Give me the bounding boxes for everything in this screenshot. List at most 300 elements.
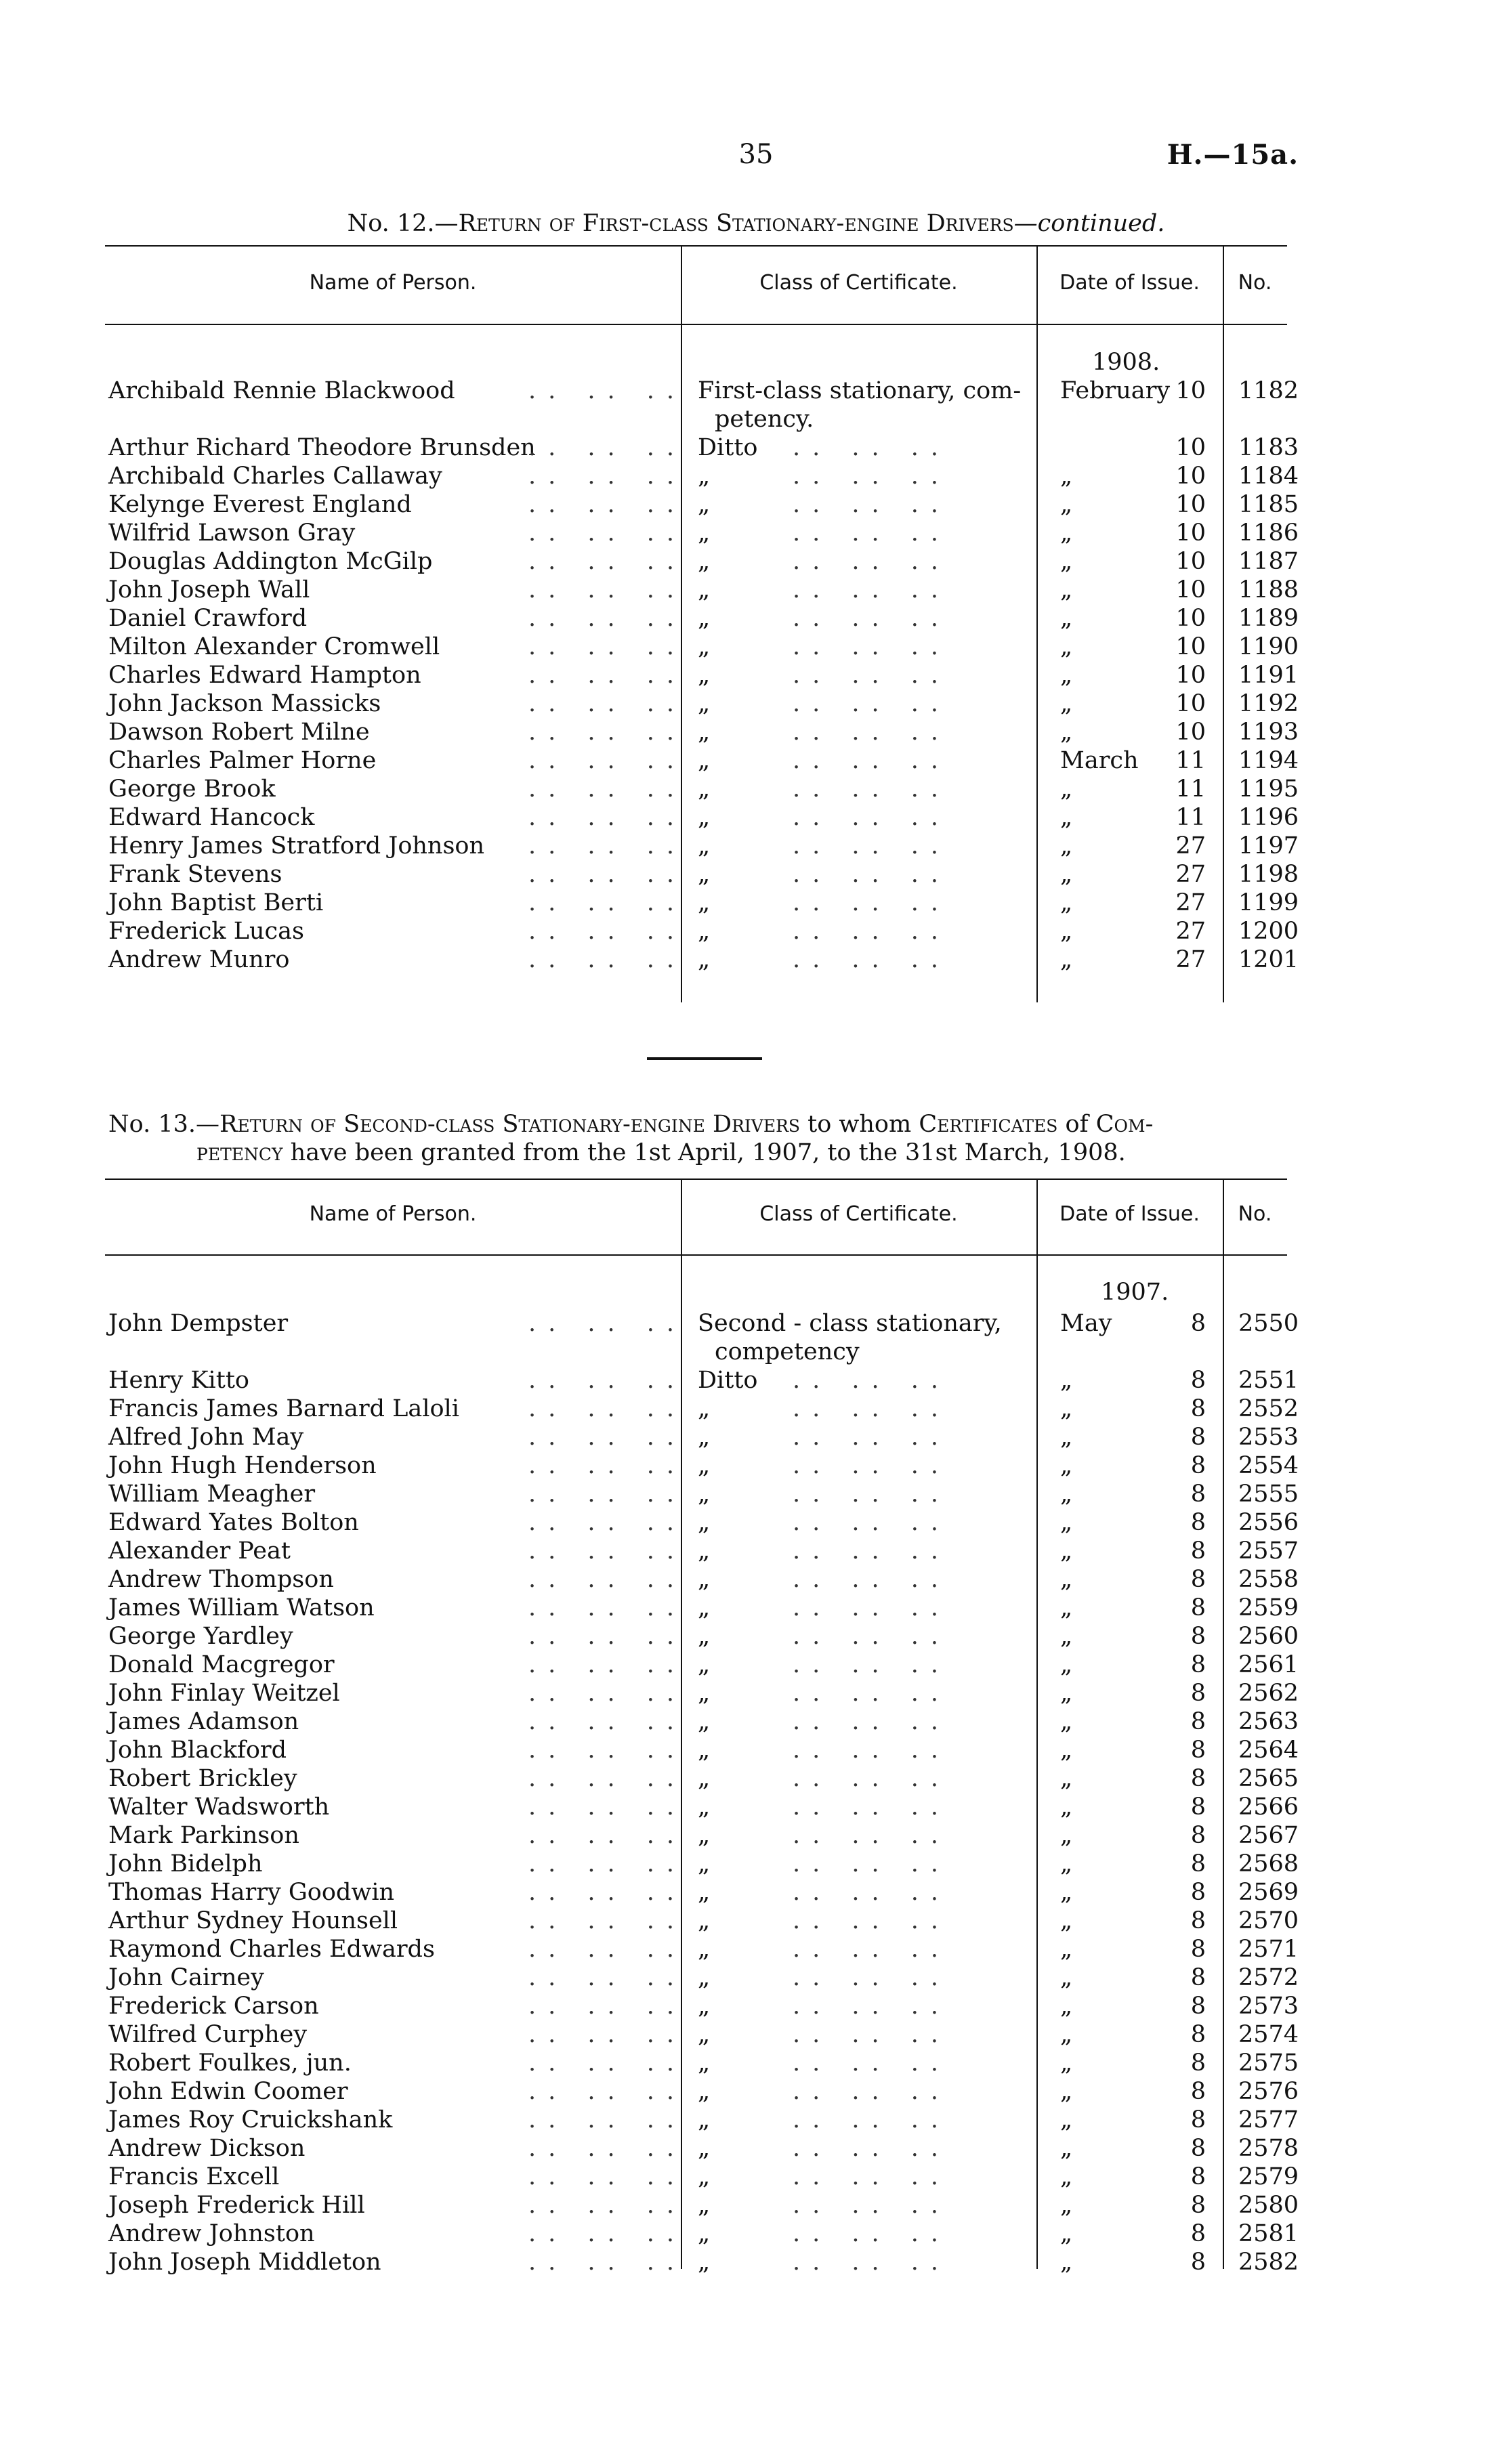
issue-day: 8 — [1190, 1680, 1206, 1707]
issue-day: 27 — [1175, 889, 1206, 916]
certificate-number: 2555 — [1238, 1481, 1299, 1508]
certificate-class: „ — [698, 519, 711, 547]
leader-dots: .. .. .. — [793, 2021, 951, 2048]
leader-dots: .. .. .. — [528, 633, 687, 660]
table-row — [108, 2163, 1299, 2191]
issue-month: „ — [1060, 2106, 1073, 2133]
certificate-class: „ — [698, 1395, 711, 1422]
leader-dots: .. .. .. — [528, 1310, 687, 1337]
leader-dots: .. .. .. — [528, 2249, 687, 2276]
leader-dots: .. .. .. — [528, 1793, 687, 1821]
leader-dots: .. .. .. — [793, 889, 951, 916]
leader-dots: .. .. .. — [528, 2135, 687, 2162]
table13-title-com: Com- — [1095, 1111, 1154, 1138]
person-name: John Dempster — [108, 1310, 289, 1337]
issue-day: 27 — [1175, 918, 1206, 945]
person-name: Andrew Dickson — [108, 2135, 306, 2162]
leader-dots: .. .. .. — [528, 2163, 687, 2190]
leader-dots: .. .. .. — [793, 1765, 951, 1792]
certificate-number: 1199 — [1238, 889, 1299, 916]
table-row — [108, 547, 1299, 576]
table-row — [108, 1764, 1299, 1793]
certificate-class: „ — [698, 2249, 711, 2276]
leader-dots: .. .. .. — [793, 605, 951, 632]
leader-dots: .. .. .. — [793, 2163, 951, 2190]
leader-dots: .. .. .. — [528, 463, 687, 490]
person-name: John Baptist Berti — [108, 889, 324, 916]
leader-dots: .. .. .. — [793, 1651, 951, 1678]
leader-dots: .. .. .. — [528, 1452, 687, 1479]
issue-month: „ — [1060, 1907, 1073, 1934]
leader-dots: .. .. .. — [528, 1993, 687, 2020]
issue-day: 8 — [1190, 1964, 1206, 1991]
table-row — [108, 2219, 1299, 2248]
certificate-number: 2561 — [1238, 1651, 1299, 1678]
person-name: James Roy Cruickshank — [108, 2106, 393, 2133]
person-name: John Cairney — [108, 1964, 264, 1991]
issue-day: 8 — [1190, 1651, 1206, 1678]
certificate-class: „ — [698, 2078, 711, 2105]
person-name: Andrew Johnston — [108, 2220, 315, 2247]
table13-header-class: Class of Certificate. — [759, 1202, 958, 1226]
person-name: William Meagher — [108, 1481, 316, 1508]
issue-month: „ — [1060, 2220, 1073, 2247]
certificate-class: „ — [698, 1623, 711, 1650]
issue-month: „ — [1060, 1993, 1073, 2020]
leader-dots: .. .. .. — [793, 1737, 951, 1764]
table-row — [108, 1821, 1299, 1850]
table-row — [108, 2134, 1299, 2163]
table-row — [108, 832, 1299, 860]
issue-day: 8 — [1190, 1793, 1206, 1821]
leader-dots: .. .. .. — [793, 2049, 951, 2077]
person-name: Edward Yates Bolton — [108, 1509, 359, 1536]
leader-dots: .. .. .. — [528, 776, 687, 803]
table-row — [108, 2077, 1299, 2106]
issue-month: „ — [1060, 918, 1073, 945]
issue-day: 8 — [1190, 1310, 1206, 1337]
leader-dots: .. .. .. — [528, 1481, 687, 1508]
table-row — [108, 889, 1299, 917]
certificate-number: 2557 — [1238, 1537, 1299, 1565]
issue-month: „ — [1060, 1424, 1073, 1451]
leader-dots: .. .. .. — [528, 434, 687, 461]
certificate-number: 1183 — [1238, 434, 1299, 461]
leader-dots: .. .. .. — [793, 2078, 951, 2105]
leader-dots: .. .. .. — [528, 918, 687, 945]
certificate-number: 2571 — [1238, 1936, 1299, 1963]
certificate-number: 1201 — [1238, 946, 1299, 973]
certificate-number: 1188 — [1238, 576, 1299, 603]
table-row — [108, 917, 1299, 946]
certificate-number: 2582 — [1238, 2249, 1299, 2276]
certificate-number: 2572 — [1238, 1964, 1299, 1991]
certificate-class: „ — [698, 946, 711, 973]
issue-month: „ — [1060, 1395, 1073, 1422]
issue-month: „ — [1060, 2192, 1073, 2219]
certificate-number: 1187 — [1238, 548, 1299, 575]
certificate-number: 2580 — [1238, 2192, 1299, 2219]
table12-header-name: Name of Person. — [309, 271, 477, 295]
leader-dots: .. .. .. — [793, 1850, 951, 1877]
issue-month: „ — [1060, 1680, 1073, 1707]
certificate-number: 2569 — [1238, 1879, 1299, 1906]
table-row — [108, 1850, 1299, 1878]
page-reference: H.—15a. — [1167, 139, 1299, 171]
table-row — [108, 1366, 1299, 1395]
leader-dots: .. .. .. — [528, 2192, 687, 2219]
person-name: Archibald Rennie Blackwood — [108, 377, 455, 404]
table12-top-rule — [105, 245, 1287, 247]
certificate-class: „ — [698, 719, 711, 746]
table-row — [108, 1963, 1299, 1992]
certificate-number: 2568 — [1238, 1850, 1299, 1877]
issue-day: 27 — [1175, 861, 1206, 888]
leader-dots: .. .. .. — [793, 576, 951, 603]
issue-day: 8 — [1190, 1395, 1206, 1422]
table-row — [108, 2049, 1299, 2077]
certificate-class: „ — [698, 1850, 711, 1877]
certificate-number: 2567 — [1238, 1822, 1299, 1849]
table-row — [108, 1878, 1299, 1907]
leader-dots: .. .. .. — [793, 1594, 951, 1621]
person-name: John Blackford — [108, 1737, 287, 1764]
table-row — [108, 2248, 1299, 2276]
certificate-class: „ — [698, 804, 711, 831]
table12-header-rule — [105, 324, 1287, 325]
leader-dots: .. .. .. — [793, 719, 951, 746]
table-row — [108, 462, 1299, 490]
issue-day: 8 — [1190, 2021, 1206, 2048]
certificate-number: 2573 — [1238, 1993, 1299, 2020]
person-name: Alexander Peat — [108, 1537, 291, 1565]
leader-dots: .. .. .. — [793, 491, 951, 518]
issue-month: „ — [1060, 1793, 1073, 1821]
leader-dots: .. .. .. — [528, 377, 687, 404]
leader-dots: .. .. .. — [793, 1793, 951, 1821]
issue-day: 11 — [1175, 747, 1206, 774]
leader-dots: .. .. .. — [528, 1537, 687, 1565]
leader-dots: .. .. .. — [793, 1367, 951, 1394]
issue-month: „ — [1060, 832, 1073, 859]
person-name: Thomas Harry Goodwin — [108, 1879, 395, 1906]
table13-second-class-cont: competency — [715, 1338, 860, 1365]
leader-dots: .. .. .. — [528, 1907, 687, 1934]
person-name: James Adamson — [108, 1708, 299, 1735]
issue-month: „ — [1060, 548, 1073, 575]
person-name: John Edwin Coomer — [108, 2078, 348, 2105]
page-number: 35 — [738, 139, 774, 170]
certificate-class: „ — [698, 2049, 711, 2077]
certificate-class: „ — [698, 1537, 711, 1565]
issue-day: 8 — [1190, 2163, 1206, 2190]
certificate-number: 2552 — [1238, 1395, 1299, 1422]
issue-day: 8 — [1190, 1936, 1206, 1963]
person-name: Henry Kitto — [108, 1367, 249, 1394]
leader-dots: .. .. .. — [793, 1936, 951, 1963]
person-name: Joseph Frederick Hill — [108, 2192, 365, 2219]
leader-dots: .. .. .. — [793, 434, 951, 461]
issue-day: 8 — [1190, 1708, 1206, 1735]
certificate-number: 1194 — [1238, 747, 1299, 774]
certificate-number: 1197 — [1238, 832, 1299, 859]
issue-month: „ — [1060, 1765, 1073, 1792]
issue-day: 10 — [1175, 662, 1206, 689]
section-divider — [647, 1057, 762, 1060]
table-row — [108, 1309, 1299, 1338]
certificate-number: 2556 — [1238, 1509, 1299, 1536]
table-row — [108, 519, 1299, 547]
issue-day: 8 — [1190, 1623, 1206, 1650]
leader-dots: .. .. .. — [793, 1424, 951, 1451]
table-row — [108, 2106, 1299, 2134]
leader-dots: .. .. .. — [793, 1822, 951, 1849]
leader-dots: .. .. .. — [793, 1879, 951, 1906]
certificate-class: „ — [698, 1680, 711, 1707]
certificate-class: „ — [698, 889, 711, 916]
leader-dots: .. .. .. — [793, 1907, 951, 1934]
certificate-class: „ — [698, 832, 711, 859]
person-name: Donald Macgregor — [108, 1651, 335, 1678]
leader-dots: .. .. .. — [793, 2135, 951, 2162]
certificate-class: „ — [698, 1737, 711, 1764]
leader-dots: .. .. .. — [528, 605, 687, 632]
table-row — [108, 946, 1299, 974]
table13-title-petency: petency — [196, 1139, 283, 1166]
certificate-class: „ — [698, 690, 711, 717]
table13-header-date: Date of Issue. — [1059, 1202, 1200, 1226]
certificate-class: „ — [698, 747, 711, 774]
person-name: Wilfrid Lawson Gray — [108, 519, 356, 547]
issue-day: 8 — [1190, 1907, 1206, 1934]
certificate-class: „ — [698, 1907, 711, 1934]
certificate-class: „ — [698, 861, 711, 888]
table12-title-prefix: No. 12.— — [347, 210, 459, 237]
issue-day: 8 — [1190, 2106, 1206, 2133]
issue-month: „ — [1060, 1936, 1073, 1963]
certificate-class: „ — [698, 1765, 711, 1792]
certificate-number: 2560 — [1238, 1623, 1299, 1650]
leader-dots: .. .. .. — [528, 861, 687, 888]
person-name: John Joseph Wall — [108, 576, 310, 603]
issue-month: „ — [1060, 633, 1073, 660]
issue-day: 10 — [1175, 548, 1206, 575]
table12-title — [0, 209, 1512, 238]
leader-dots: .. .. .. — [528, 1765, 687, 1792]
leader-dots: .. .. .. — [793, 1964, 951, 1991]
issue-day: 8 — [1190, 1879, 1206, 1906]
issue-day: 10 — [1175, 576, 1206, 603]
issue-day: 8 — [1190, 2049, 1206, 2077]
issue-day: 8 — [1190, 1537, 1206, 1565]
table12-title-main: Return of First-class Stationary-engine Drivers — [458, 210, 1014, 237]
issue-month: „ — [1060, 889, 1073, 916]
leader-dots: .. .. .. — [528, 1737, 687, 1764]
person-name: Mark Parkinson — [108, 1822, 299, 1849]
leader-dots: .. .. .. — [793, 1537, 951, 1565]
leader-dots: .. .. .. — [528, 747, 687, 774]
issue-day: 8 — [1190, 2220, 1206, 2247]
issue-day: 8 — [1190, 1424, 1206, 1451]
leader-dots: .. .. .. — [528, 1623, 687, 1650]
certificate-class: „ — [698, 1566, 711, 1593]
person-name: Daniel Crawford — [108, 605, 308, 632]
issue-day: 11 — [1175, 776, 1206, 803]
table13-top-rule — [105, 1178, 1287, 1180]
person-name: John Finlay Weitzel — [108, 1680, 340, 1707]
issue-month: „ — [1060, 1623, 1073, 1650]
issue-day: 10 — [1175, 491, 1206, 518]
leader-dots: .. .. .. — [528, 1964, 687, 1991]
table-row — [108, 1480, 1299, 1508]
issue-month: „ — [1060, 463, 1073, 490]
table13-title-mid: to whom — [807, 1111, 912, 1138]
issue-month: „ — [1060, 2078, 1073, 2105]
leader-dots: .. .. .. — [528, 1594, 687, 1621]
table-row — [108, 1935, 1299, 1963]
table13-title-main: Return of Second-class Stationary-engine Drivers — [219, 1111, 801, 1138]
leader-dots: .. .. .. — [528, 1822, 687, 1849]
person-name: Charles Palmer Horne — [108, 747, 377, 774]
table-row — [108, 633, 1299, 661]
leader-dots: .. .. .. — [528, 889, 687, 916]
certificate-class: „ — [698, 1424, 711, 1451]
certificate-number: 2563 — [1238, 1708, 1299, 1735]
person-name: Robert Foulkes, jun. — [108, 2049, 352, 2077]
leader-dots: .. .. .. — [528, 804, 687, 831]
person-name: Archibald Charles Callaway — [108, 463, 442, 490]
issue-month: „ — [1060, 1537, 1073, 1565]
person-name: Frank Stevens — [108, 861, 282, 888]
person-name: Charles Edward Hampton — [108, 662, 421, 689]
leader-dots: .. .. .. — [793, 463, 951, 490]
certificate-class: „ — [698, 1708, 711, 1735]
table-row — [108, 661, 1299, 689]
issue-month: „ — [1060, 690, 1073, 717]
certificate-number: 2550 — [1238, 1310, 1299, 1337]
issue-day: 27 — [1175, 832, 1206, 859]
issue-month: „ — [1060, 804, 1073, 831]
leader-dots: .. .. .. — [528, 1395, 687, 1422]
certificate-class: „ — [698, 576, 711, 603]
issue-day: 8 — [1190, 2192, 1206, 2219]
certificate-number: 1186 — [1238, 519, 1299, 547]
table13-title-prefix: No. 13.— — [108, 1111, 219, 1138]
certificate-class: „ — [698, 2106, 711, 2133]
certificate-number: 2559 — [1238, 1594, 1299, 1621]
leader-dots: .. .. .. — [793, 2106, 951, 2133]
issue-month: „ — [1060, 1566, 1073, 1593]
certificate-number: 2574 — [1238, 2021, 1299, 2048]
table-row — [108, 433, 1299, 462]
issue-month: „ — [1060, 1737, 1073, 1764]
certificate-class: „ — [698, 605, 711, 632]
issue-day: 10 — [1175, 605, 1206, 632]
issue-day: 8 — [1190, 1452, 1206, 1479]
certificate-class: „ — [698, 491, 711, 518]
table13-title-line2 — [196, 1138, 1280, 1168]
person-name: Francis James Barnard Laloli — [108, 1395, 459, 1422]
table-row — [108, 604, 1299, 633]
certificate-number: 1190 — [1238, 633, 1299, 660]
certificate-number: 2581 — [1238, 2220, 1299, 2247]
issue-month: „ — [1060, 1822, 1073, 1849]
leader-dots: .. .. .. — [528, 491, 687, 518]
certificate-number: 1184 — [1238, 463, 1299, 490]
issue-month: „ — [1060, 662, 1073, 689]
table-row — [108, 490, 1299, 519]
leader-dots: .. .. .. — [528, 1936, 687, 1963]
person-name: John Hugh Henderson — [108, 1452, 377, 1479]
issue-day: 8 — [1190, 1850, 1206, 1877]
issue-day: 8 — [1190, 1367, 1206, 1394]
table12-first-class-label: First-class stationary, com- — [698, 377, 1022, 404]
person-name: Frederick Carson — [108, 1993, 319, 2020]
person-name: Frederick Lucas — [108, 918, 304, 945]
table13-title-rest: have been granted from the 1st April, 1907, to the 31st March, 1908. — [290, 1139, 1126, 1166]
table-row — [108, 1907, 1299, 1935]
person-name: James William Watson — [108, 1594, 375, 1621]
person-name: Francis Excell — [108, 2163, 280, 2190]
issue-day: 8 — [1190, 1481, 1206, 1508]
leader-dots: .. .. .. — [528, 1424, 687, 1451]
table-row — [108, 1736, 1299, 1764]
certificate-class: „ — [698, 2220, 711, 2247]
certificate-number: 2554 — [1238, 1452, 1299, 1479]
certificate-class: „ — [698, 2135, 711, 2162]
leader-dots: .. .. .. — [528, 1850, 687, 1877]
issue-month: „ — [1060, 861, 1073, 888]
certificate-number: 2576 — [1238, 2078, 1299, 2105]
person-name: Edward Hancock — [108, 804, 315, 831]
issue-day: 8 — [1190, 1822, 1206, 1849]
table13-second-class-label: Second - class stationary, — [698, 1310, 1002, 1337]
certificate-number: 1182 — [1238, 377, 1299, 404]
person-name: Walter Wadsworth — [108, 1793, 330, 1821]
leader-dots: .. .. .. — [528, 1367, 687, 1394]
leader-dots: .. .. .. — [528, 1566, 687, 1593]
issue-month: May — [1060, 1310, 1112, 1337]
issue-month: „ — [1060, 776, 1073, 803]
issue-month: „ — [1060, 1367, 1073, 1394]
table12-header-class: Class of Certificate. — [759, 271, 958, 295]
certificate-class: „ — [698, 918, 711, 945]
certificate-class: „ — [698, 1452, 711, 1479]
person-name: Raymond Charles Edwards — [108, 1936, 435, 1963]
leader-dots: .. .. .. — [528, 690, 687, 717]
issue-month: „ — [1060, 1850, 1073, 1877]
certificate-number: 2578 — [1238, 2135, 1299, 2162]
person-name: Robert Brickley — [108, 1765, 297, 1792]
certificate-class: „ — [698, 1993, 711, 2020]
leader-dots: .. .. .. — [528, 2220, 687, 2247]
person-name: Milton Alexander Cromwell — [108, 633, 440, 660]
certificate-number: 2564 — [1238, 1737, 1299, 1764]
certificate-number: 1193 — [1238, 719, 1299, 746]
certificate-number: 1195 — [1238, 776, 1299, 803]
issue-day: 10 — [1175, 519, 1206, 547]
certificate-class: „ — [698, 1594, 711, 1621]
person-name: Dawson Robert Milne — [108, 719, 370, 746]
table12-first-class-cont: petency. — [715, 406, 814, 433]
table-row — [108, 860, 1299, 889]
issue-day: 11 — [1175, 804, 1206, 831]
person-name: Andrew Thompson — [108, 1566, 334, 1593]
leader-dots: .. .. .. — [528, 548, 687, 575]
certificate-number: 2565 — [1238, 1765, 1299, 1792]
certificate-class: „ — [698, 1509, 711, 1536]
table12-year: 1908. — [1092, 349, 1160, 376]
